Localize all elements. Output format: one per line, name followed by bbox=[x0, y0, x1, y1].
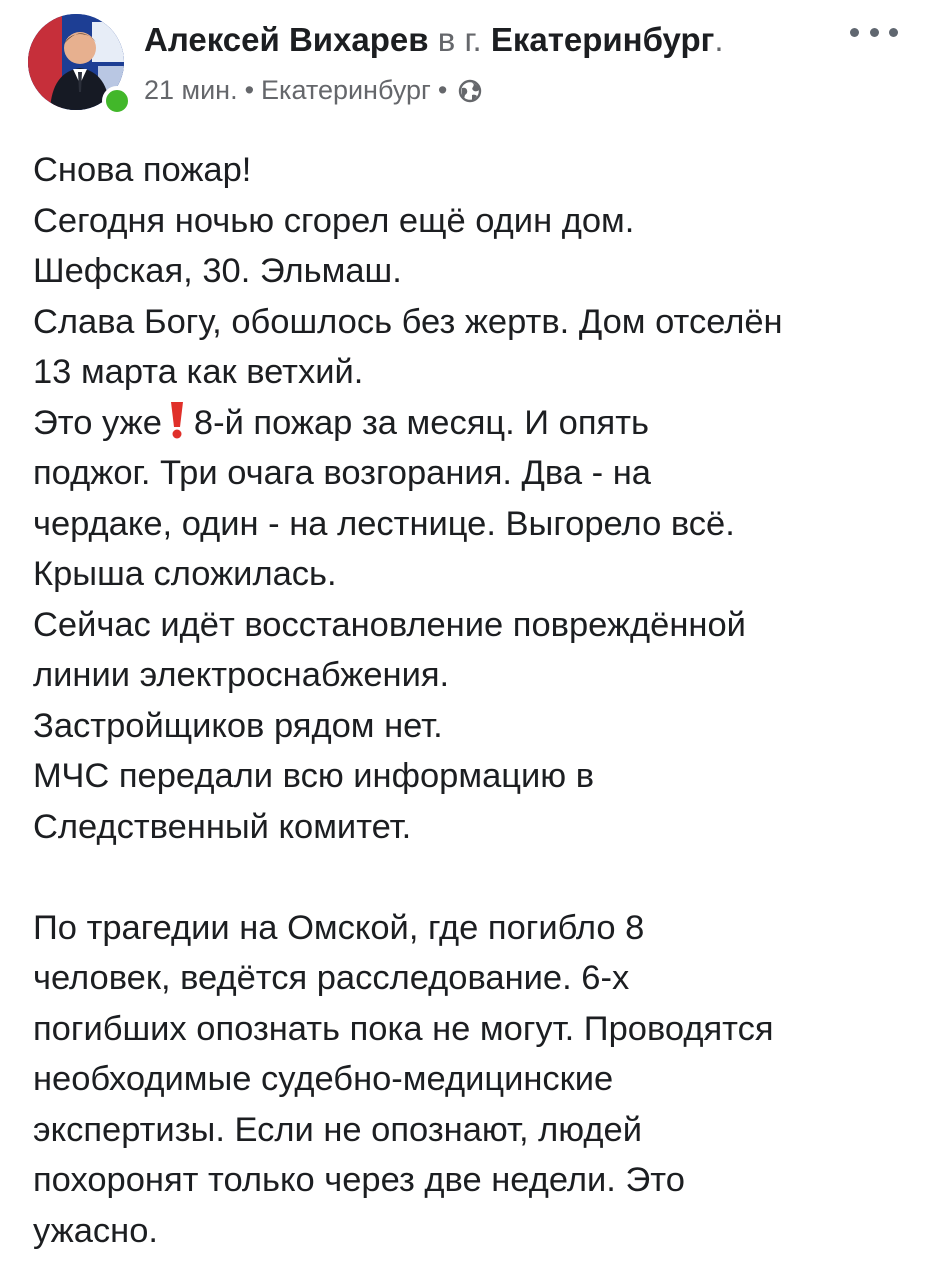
post-text-line: ужасно. bbox=[33, 1211, 158, 1250]
city-suffix: . bbox=[714, 21, 724, 58]
post-body bbox=[33, 145, 913, 1256]
paragraph-spacer bbox=[33, 852, 913, 903]
ellipsis-dot bbox=[889, 28, 898, 37]
post-text-line: Шефская, 30. Эльмаш. bbox=[33, 252, 402, 290]
post-text-line: похоронят только через две недели. Это bbox=[33, 1161, 685, 1199]
ellipsis-dot bbox=[850, 28, 859, 37]
post-text-line: человек, ведётся расследование. 6-х bbox=[33, 959, 630, 997]
post-text-line: линии электроснабжения. bbox=[33, 656, 450, 694]
globe-icon[interactable] bbox=[458, 78, 482, 102]
post-text-line: Сегодня ночью сгорел ещё один дом. bbox=[33, 201, 635, 240]
meta-separator: • bbox=[437, 75, 448, 105]
post-text-line: Следственный комитет. bbox=[33, 807, 412, 846]
post-text-fragment: Это уже bbox=[33, 403, 162, 442]
ellipsis-dot bbox=[870, 28, 879, 37]
post-title-line bbox=[144, 20, 724, 60]
post-meta bbox=[144, 74, 482, 106]
post-text-line: погибших опознать пока не могут. Проводятся bbox=[33, 1009, 774, 1048]
post-text-line: экспертизы. Если не опознают, людей bbox=[33, 1110, 643, 1149]
location-connector: в г. bbox=[437, 21, 482, 58]
ellipsis-icon[interactable] bbox=[850, 22, 898, 42]
red-exclamation-icon bbox=[166, 400, 188, 440]
post-text-line: Снова пожар! bbox=[33, 151, 252, 189]
online-status-dot bbox=[102, 86, 132, 116]
post-text-line: Застройщиков рядом нет. bbox=[33, 706, 443, 745]
post-text-line: Слава Богу, обошлось без жертв. Дом отселён bbox=[33, 302, 783, 341]
author-name[interactable]: Алексей Вихарев bbox=[144, 21, 429, 58]
post-location[interactable]: Екатеринбург bbox=[261, 75, 431, 105]
post-time[interactable]: 21 мин. bbox=[144, 75, 238, 105]
checkin-city[interactable]: Екатеринбург bbox=[490, 21, 715, 58]
post-text-line: МЧС передали всю информацию в bbox=[33, 757, 595, 795]
post-text-line: поджог. Три очага возгорания. Два - на bbox=[33, 454, 651, 492]
post-text-line: Крыша сложилась. bbox=[33, 555, 337, 593]
meta-separator: • bbox=[244, 75, 255, 105]
post-text-line: чердаке, один - на лестнице. Выгорело всё. bbox=[33, 504, 735, 543]
post-text-line: Сейчас идёт восстановление повреждённой bbox=[33, 605, 746, 644]
post-text-fragment: 8-й пожар за месяц. И опять bbox=[193, 403, 650, 442]
post-text-line: По трагедии на Омской, где погибло 8 bbox=[33, 908, 645, 947]
post-text-line bbox=[33, 398, 913, 449]
post-text-line: 13 марта как ветхий. bbox=[33, 353, 364, 391]
post-header bbox=[28, 14, 908, 114]
post-text-line: необходимые судебно-медицинские bbox=[33, 1060, 614, 1098]
